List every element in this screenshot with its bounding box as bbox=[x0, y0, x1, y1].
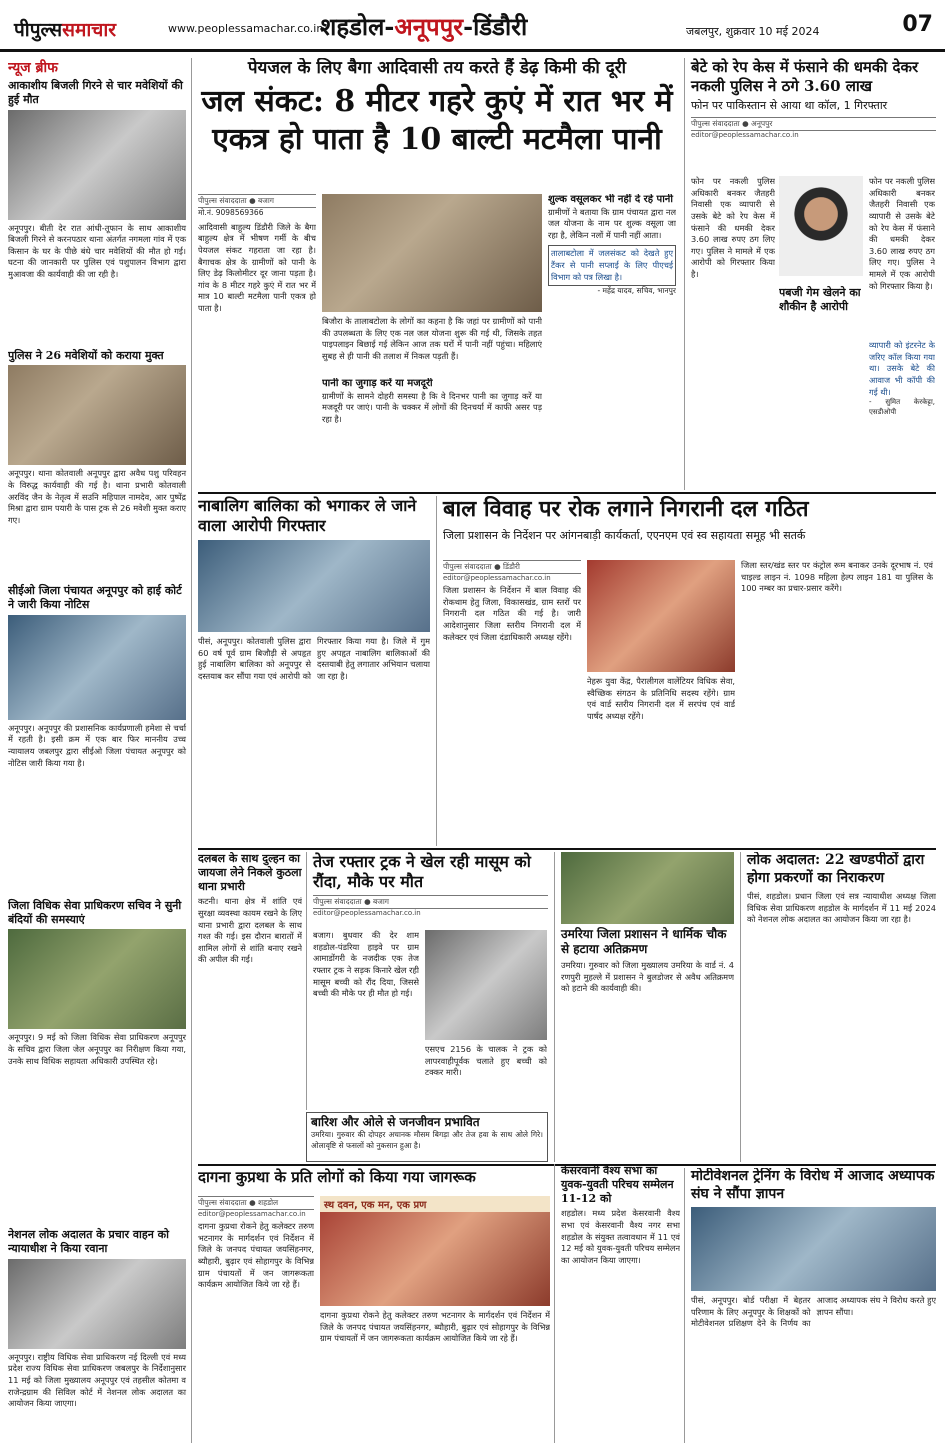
fake-police-byline: पीपुल्स संवाददाता ● अनूपपुर bbox=[691, 117, 936, 131]
dagna-email: editor@peoplessamachar.co.in bbox=[198, 1210, 306, 1218]
dagna-story bbox=[198, 1168, 550, 1443]
truck-story bbox=[306, 852, 548, 1110]
lead-byline: पीपुल्स संवाददाता ● बजाग bbox=[198, 194, 316, 208]
newspaper-logo: पीपुल्ससमाचार bbox=[14, 19, 117, 41]
cattle-rescue-photo bbox=[8, 365, 186, 465]
fake-police-headline: बेटे को रेप केस में फंसाने की धमकी देकर नकली पुलिस ने ठगे 3.60 लाख bbox=[691, 58, 919, 95]
child-marriage-subhead: जिला प्रशासन के निर्देशन पर आंगनबाड़ी कार्यकर्ता, एएनएम एवं स्व सहायता समूह भी सतर्क bbox=[443, 528, 806, 542]
brief-body: अनूपपुर। 9 मई को जिला विधिक सेवा प्राधिकरण अनूपपुर के सचिव द्वारा जिला जेल अनूपपुर का निरीक्षण किया गया, उनके साथ विधिक सहायता अधिकारी उपस्थित रहे। bbox=[8, 1032, 186, 1066]
accused-photo bbox=[779, 176, 863, 276]
news-brief-label: न्यूज ब्रीफ bbox=[8, 60, 58, 76]
fake-police-subhead: फोन पर पाकिस्तान से आया था कॉल, 1 गिरफ्तार bbox=[691, 98, 888, 112]
lead-body: ग्रामीणों ने बताया कि ग्राम पंचायत द्वारा नल जल योजना के नाम पर शुल्क वसूला जा रहा है, लेकिन नलों में पानी नहीं आता। bbox=[548, 206, 676, 240]
truck-photo-caption: एसएच 2156 के चालक ने ट्रक को लापरवाहीपूर्वक चलाते हुए बच्ची को टक्कर मारी। bbox=[425, 1044, 547, 1078]
brief-body: अनूपपुर। बीती देर रात आंधी-तूफान के साथ आकाशीय बिजली गिरने से करनपठार थाना अंतर्गत नगमला गांव में एक किसान के घर के पीछे बंधे चार मवेशियों की मौत हो गई। घटना की जानकारी पर पुलिस एवं पशुपालन विभाग द्वारा मुआवजा की कार्यवाही की जा रही है। bbox=[8, 222, 186, 280]
dagna-body: दागना कुप्रथा रोकने हेतु कलेक्टर तरुण भटनागर के मार्गदर्शन एवं निर्देशन में जिले के जनपद पंचायत जयसिंहनगर, ब्यौहारी, बुढ़ार एवं सोहागपुर के विभिन्न ग्राम पंचायतों में जन जागरूकता कार्यक्रम आयोजित किये जा रहे हैं। bbox=[198, 1221, 314, 1290]
child-marriage-illustration bbox=[587, 560, 735, 672]
police-patrol-headline: दलबल के साथ दुल्हन का जायजा लेने निकले कुठला थाना प्रभारी bbox=[198, 852, 302, 893]
child-marriage-byline: पीपुल्स संवाददाता ● डिंडौरी bbox=[443, 560, 581, 574]
kesarwani-headline: केसरवानी वैश्य सभा का युवक-युवती परिचय सम्मेलन 11-12 को bbox=[561, 1164, 674, 1205]
fake-police-body-cont: फोन पर नकली पुलिस अधिकारी बनकर जैतहरी निवासी एक व्यापारी से उसके बेटे को रेप केस में फंसाने की धमकी देकर 3.60 लाख रुपए ठग लिए गए। पुलिस ने मामले में एक आरोपी को गिरफ्तार किया है। bbox=[869, 176, 935, 291]
child-marriage-story bbox=[436, 496, 936, 846]
fake-police-quote-attribution: - सुमित केरकेट्टा, एसडीओपी bbox=[869, 398, 935, 417]
lead-headline: जल संकट: 8 मीटर गहरे कुएं में रात भर में एकत्र हो पाता है 10 बाल्टी मटमैला पानी bbox=[201, 84, 673, 157]
police-patrol-story bbox=[198, 852, 302, 1162]
brief-headline: सीईओ जिला पंचायत अनूपपुर को हाई कोर्ट ने जारी किया नोटिस bbox=[8, 584, 182, 611]
child-marriage-email: editor@peoplessamachar.co.in bbox=[443, 574, 551, 582]
brief-headline: जिला विधिक सेवा प्राधिकरण सचिव ने सुनी बंदियों की समस्याएं bbox=[8, 898, 182, 926]
truck-body: बजाग। बुधवार की देर शाम शहडोल-पंडरिया हाइवे पर ग्राम आमाडोंगरी के नजदीक एक तेज रफ्तार ट्रक ने सड़क किनारे खेल रही मासूम बच्ची को रौंद दिया, जिससे बच्ची की मौके पर ही मौत हो गई। bbox=[313, 930, 419, 999]
lead-body: बिजौरा के तालाबटोला के लोगों का कहना है कि जहां पर ग्रामीणों को पानी की उपलब्धता के लिए एक नल जल योजना शुरू की गई थी, जिसके तहत पाइपलाइन बिछाई गई लेकिन आज तक घरों में पानी नहीं पहुंचा। महिलाएं सुबह से ही पानी की तलाश में निकल पड़ती हैं। bbox=[322, 316, 542, 361]
dagna-headline: दागना कुप्रथा के प्रति लोगों को किया गया जागरूक bbox=[198, 1168, 476, 1186]
child-marriage-body: जिला प्रशासन के निर्देशन में बाल विवाह की रोकथाम हेतु जिला, विकासखंड, ग्राम स्तरों पर निगरानी दल गठित की गई है। जारी आदेशानुसार जिला स्तरीय निगरानी दल में कलेक्टर एवं जिला दंडाधिकारी अध्यक्ष रहेंगे। bbox=[443, 585, 581, 642]
fake-police-subhead2: पबजी गेम खेलने का शौकीन है आरोपी bbox=[779, 286, 861, 313]
minor-girl-headline: नाबालिग बालिका को भगाकर ले जाने वाला आरोपी गिरफ्तार bbox=[198, 496, 417, 535]
rain-headline: बारिश और ओले से जनजीवन प्रभावित bbox=[311, 1115, 480, 1129]
section-title: शहडोल-अनूपपुर-डिंडौरी bbox=[320, 12, 528, 41]
fake-police-body: फोन पर नकली पुलिस अधिकारी बनकर जैतहरी निवासी एक व्यापारी से उसके बेटे को रेप केस में फंसाने की धमकी देकर 3.60 लाख रुपए ठग लिए गए। पुलिस ने मामले में एक आरोपी को गिरफ्तार किया है। bbox=[691, 176, 775, 280]
rain-body: उमरिया। गुरुवार की दोपहर अचानक मौसम बिगड़ा और तेज हवा के साथ ओले गिरे। ओलावृष्टि से फसलों को नुकसान हुआ है। bbox=[311, 1130, 543, 1150]
lead-subhead: शुल्क वसूलकर भी नहीं दे रहे पानी bbox=[548, 194, 673, 205]
lead-story bbox=[198, 58, 676, 490]
page-number: 07 bbox=[902, 12, 933, 37]
brief-body: अनूपपुर। थाना कोतवाली अनूपपुर द्वारा अवैध पशु परिवहन के विरुद्ध कार्यवाही की गई है। थाना प्रभारी कोतवाली अरविंद जैन के नेतृत्व में सउनि महिपाल नामदेव, आर पुष्पेंद्र मिश्रा द्वारा ग्राम पयारी के पास ट्रक से 26 मवेशी मुक्त कराए गए। bbox=[8, 468, 186, 525]
truck-headline: तेज रफ्तार ट्रक ने खेल रही मासूम को रौंदा, मौके पर मौत bbox=[313, 852, 531, 891]
police-patrol-body: कटनी। थाना क्षेत्र में शांति एवं सुरक्षा व्यवस्था कायम रखने के लिए थाना प्रभारी द्वारा दलबल के साथ गश्त की गई। इस दौरान बारातों में शामिल लोगों से शांति बनाए रखने की अपील की गई। bbox=[198, 896, 302, 965]
dagna-body-cont: दागना कुप्रथा रोकने हेतु कलेक्टर तरुण भटनागर के मार्गदर्शन एवं निर्देशन में जिले के जनपद पंचायत जयसिंहनगर, ब्यौहारी, बुढ़ार एवं सोहागपुर के विभिन्न ग्राम पंचायतों में जन जागरूकता कार्यक्रम आयोजित किये जा रहे हैं। bbox=[320, 1310, 550, 1344]
brief-body: अनूपपुर। अनूपपुर की प्रशासनिक कार्यप्रणाली हमेशा से चर्चा में रहती है। इसी क्रम में एक बार फिर माननीय उच्च न्यायालय जबलपुर द्वारा सीईओ जिला पंचायत अनूपपुर को नोटिस जारी किया गया है। bbox=[8, 722, 186, 768]
brief-headline: नेशनल लोक अदालत के प्रचार वाहन को न्यायाधीश ने किया रवाना bbox=[8, 1228, 169, 1255]
cattle-photo bbox=[8, 110, 186, 220]
child-marriage-body: जिला स्तर/खंड स्तर पर कंट्रोल रूम बनाकर उनके दूरभाष नं. एवं चाइल्ड लाइन नं. 1098 महिला हेल्प लाइन 181 या पुलिस के 100 नम्बर का प्रचार-प्रसार करेंगे। bbox=[741, 560, 933, 594]
divider bbox=[198, 848, 936, 850]
kesarwani-body: शहडोल। मध्य प्रदेश केसरवानी वैश्य सभा एवं केसरवानी वैश्य नगर सभा शहडोल के संयुक्त तत्वावधान में 11 एवं 12 मई को युवक-युवती परिचय सम्मेलन का आयोजन किया जाएगा। bbox=[561, 1208, 680, 1265]
divider bbox=[198, 492, 936, 494]
motivation-body: पीसं, अनूपपुर। बोर्ड परीक्षा में बेहतर परिणाम के लिए अनूपपुर के शिक्षकों को मोटीवेशनल प्रशिक्षण देने के निर्णय का आजाद अध्यापक संघ ने विरोध करते हुए ज्ञापन सौंपा। bbox=[691, 1295, 936, 1329]
rain-story bbox=[306, 1112, 548, 1162]
banner-text: स्थ दवन, एक मन, एक प्रण bbox=[320, 1196, 550, 1212]
motivation-headline: मोटीवेशनल ट्रेनिंग के विरोध में आजाद अध्यापक संघ ने सौंपा ज्ञापन bbox=[691, 1168, 935, 1202]
child-marriage-headline: बाल विवाह पर रोक लगाने निगरानी दल गठित bbox=[443, 496, 809, 522]
kesarwani-story bbox=[554, 1164, 680, 1443]
encroachment-story bbox=[554, 852, 734, 1162]
brief-headline: आकाशीय बिजली गिरने से चार मवेशियों की हुई मौत bbox=[8, 79, 183, 106]
brief-headline: पुलिस ने 26 मवेशियों को कराया मुक्त bbox=[8, 348, 164, 362]
office-building-photo bbox=[8, 615, 186, 720]
fake-police-email: editor@peoplessamachar.co.in bbox=[691, 130, 799, 139]
lead-contact: मो.नं. 9098569366 bbox=[198, 208, 264, 217]
lead-kicker: पेयजल के लिए बैगा आदिवासी तय करते हैं डेढ़ किमी की दूरी bbox=[247, 58, 627, 78]
vehicle-flagoff-photo bbox=[8, 1259, 186, 1349]
awareness-meeting-photo bbox=[320, 1196, 550, 1306]
website-url[interactable]: www.peoplessamachar.co.in bbox=[168, 22, 324, 35]
lok-adalat-headline: लोक अदालत: 22 खण्डपीठों द्वारा होगा प्रकरणों का निराकरण bbox=[747, 852, 925, 886]
bulldozer-photo bbox=[561, 852, 734, 924]
lead-quote-attribution: - महेंद्र यादव, सचिव, भानपुर bbox=[597, 286, 676, 296]
lead-body: ग्रामीणों के सामने दोहरी समस्या है कि वे दिनभर पानी का जुगाड़ करें या मजदूरी पर जाएं। पानी के चक्कर में लोगों की दिनचर्या में काफी असर पड़ रहा है। bbox=[322, 390, 542, 424]
police-team-photo bbox=[198, 540, 430, 632]
jail-visit-photo bbox=[8, 929, 186, 1029]
truck-byline: पीपुल्स संवाददाता ● बजाग bbox=[313, 895, 548, 909]
fake-police-story bbox=[684, 58, 936, 490]
dagna-byline: पीपुल्स संवाददाता ● शहडोल bbox=[198, 1196, 314, 1210]
minor-girl-story bbox=[198, 496, 430, 846]
dateline: जबलपुर, शुक्रवार 10 मई 2024 bbox=[686, 25, 820, 38]
lead-quote: तालाबटोला में जलसंकट को देखते हुए टैंकर से पानी सप्लाई के लिए पीएचई विभाग को पत्र लिखा है। bbox=[548, 245, 676, 286]
motivation-story bbox=[684, 1168, 936, 1443]
lok-adalat-body: पीसं, शहडोल। प्रधान जिला एवं सत्र न्यायाधीश अध्यक्ष जिला विधिक सेवा प्राधिकरण शहडोल के मार्गदर्शन में 11 मई 2024 को नेशनल लोक अदालत का आयोजन किया जा रहा है। bbox=[747, 891, 936, 925]
memorandum-photo bbox=[691, 1207, 936, 1291]
lead-body: आदिवासी बाहुल्य डिंडौरी जिले के बैगा बाहुल्य क्षेत्र में भीषण गर्मी के बीच पेयजल संकट गहराता जा रहा है। बैगाचक क्षेत्र के ग्रामीणों को पानी के लिए डेढ़ किलोमीटर दूर जाना पड़ता है। गांव के 8 मीटर गहरे कुएं में रात भर में मात्र 10 बाल्टी मटमैला पानी एकत्र हो पाता है। bbox=[198, 221, 316, 314]
masthead bbox=[0, 0, 945, 52]
truck-photo bbox=[425, 930, 547, 1040]
encroachment-body: उमरिया। गुरुवार को जिला मुख्यालय उमरिया के वार्ड नं. 4 रणपुरी मुहल्ले में प्रशासन ने बुलडोजर से अवैध अतिक्रमण को हटाने की कार्यवाही की। bbox=[561, 960, 734, 994]
well-photo bbox=[322, 194, 542, 312]
fake-police-quote: व्यापारी को इंटरनेट के जरिए कॉल किया गया था। उसके बेटे की आवाज भी कॉपी की गई थी। bbox=[869, 340, 935, 397]
news-brief-column bbox=[8, 58, 192, 1443]
truck-email: editor@peoplessamachar.co.in bbox=[313, 909, 421, 917]
minor-girl-body: पीसं, अनूपपुर। कोतवाली पुलिस द्वारा 60 वर्ष पूर्व ग्राम बिजौड़ी से अपहृत हुई नाबालिग बालिका को अनूपपुर से दस्तयाब कर सौंपा गया एवं आरोपी को गिरफ्तार किया गया है। जिले में गुम हुए अपहृत नाबालिग बालिकाओं की दस्तयाबी हेतु लगातार अभियान चलाया जा रहा है। bbox=[198, 636, 430, 681]
lead-subhead: पानी का जुगाड़ करें या मजदूरी bbox=[322, 378, 433, 389]
encroachment-headline: उमरिया जिला प्रशासन ने धार्मिक चौक से हटाया अतिक्रमण bbox=[561, 927, 727, 956]
brief-body: अनूपपुर। राष्ट्रीय विधिक सेवा प्राधिकरण नई दिल्ली एवं मध्य प्रदेश राज्य विधिक सेवा प्राधिकरण जबलपुर के निर्देशानुसार 11 मई को जिला मुख्यालय अनूपपुर एवं तहसील कोतमा व राजेन्द्रग्राम की सिविल कोर्ट में नेशनल लोक अदालत का आयोजन किया जाएगा। bbox=[8, 1351, 186, 1409]
child-marriage-body: नेहरू युवा केंद्र, पैरालीगल वालेंटियर विधिक सेवा, स्वैच्छिक संगठन के प्रतिनिधि सदस्य रहेंगे। ग्राम एवं वार्ड स्तरीय निगरानी दल में सरपंच एवं वार्ड पार्षद अध्यक्ष रहेंगे। bbox=[587, 676, 735, 721]
lok-adalat-story bbox=[740, 852, 936, 1162]
